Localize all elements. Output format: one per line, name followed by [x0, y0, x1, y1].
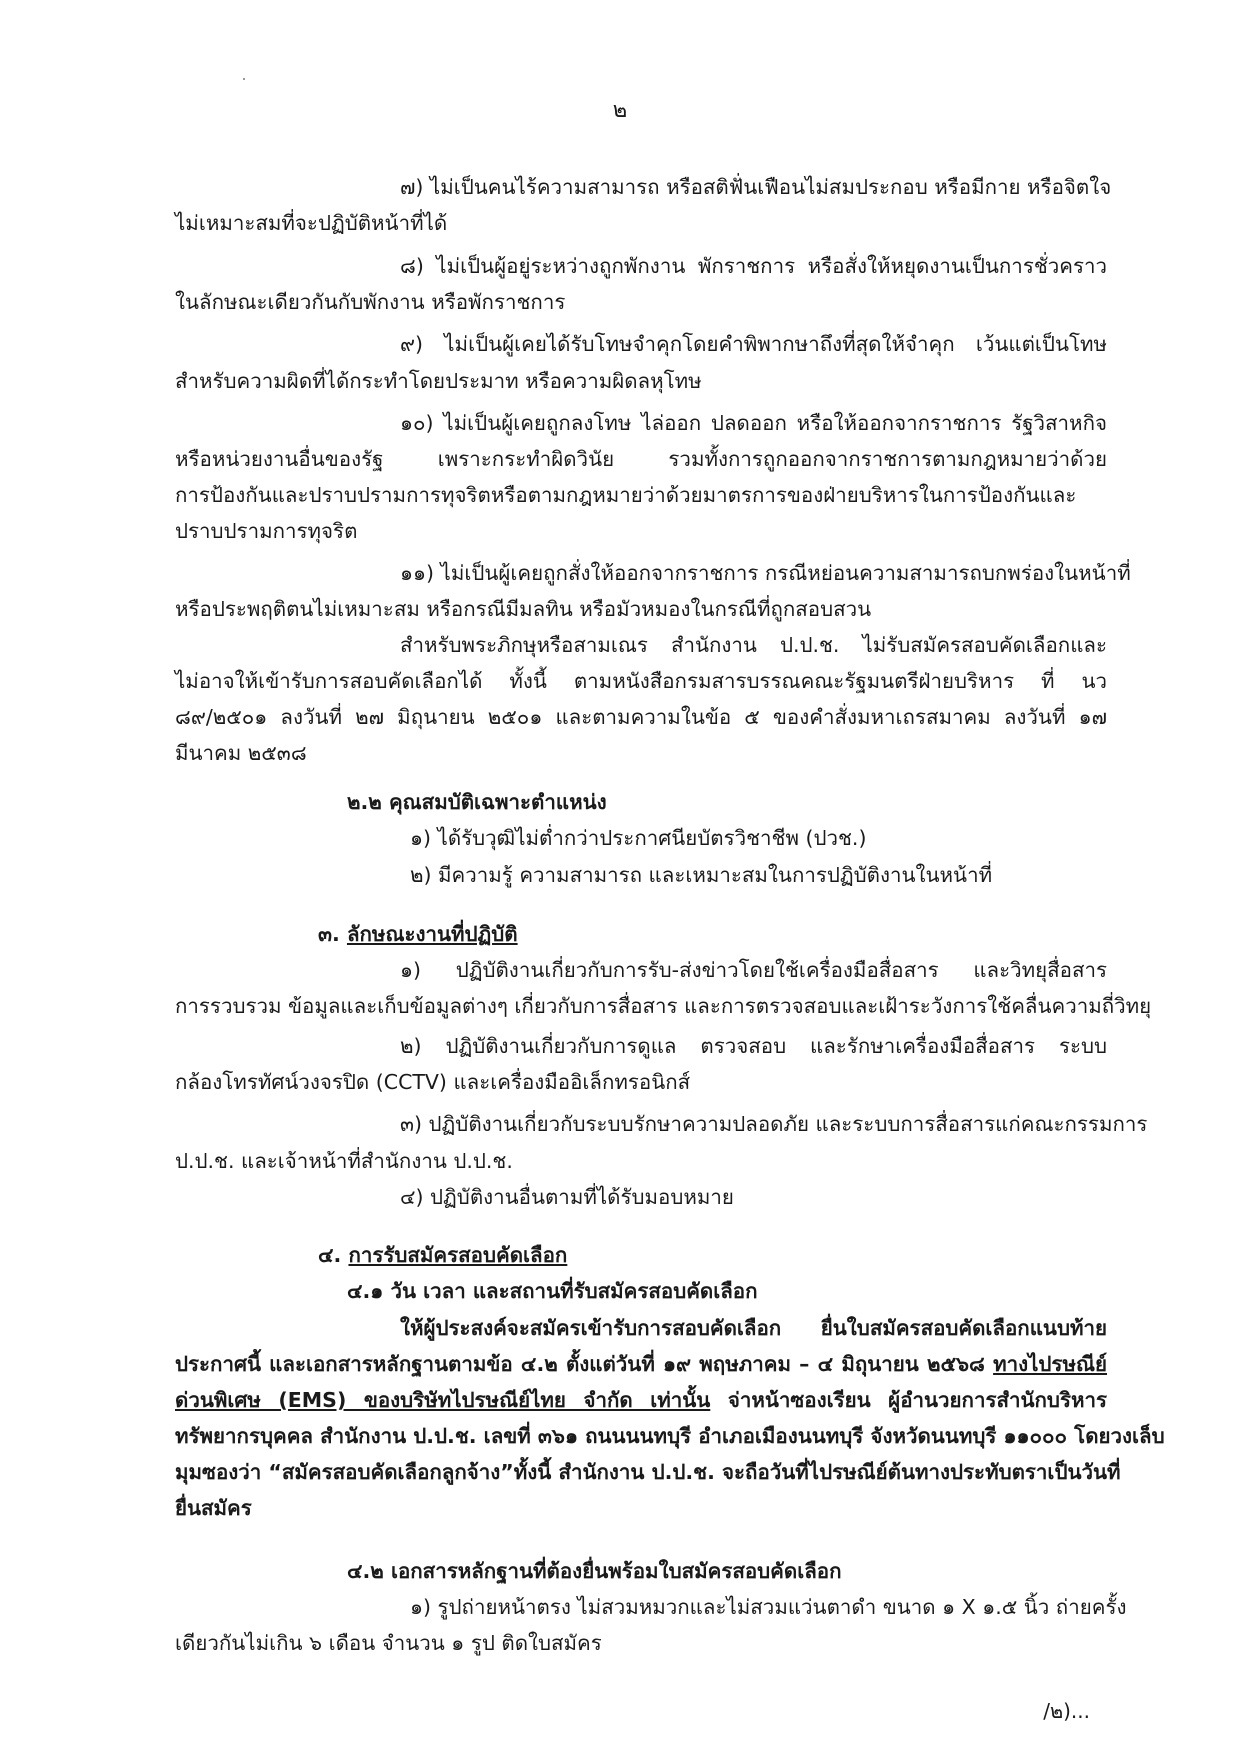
document-1-line1: ๑) รูปถ่ายหน้าตรง ไม่สวมหมวกและไม่สวมแว่นตาดำ ขนาด ๑ X ๑.๕ นิ้ว ถ่ายครั้ง [410, 1595, 1127, 1619]
specific-qualification-2: ๒) มีความรู้ ความสามารถ และเหมาะสมในการปฏิบัติงานในหน้าที่ [410, 863, 993, 887]
section-2-2-heading: ๒.๒ คุณสมบัติเฉพาะตำแหน่ง [347, 790, 607, 814]
application-line1: ให้ผู้ประสงค์จะสมัครเข้ารับการสอบคัดเลือก ยื่นใบสมัครสอบคัดเลือกแนบท้าย [400, 1316, 1107, 1340]
qualification-9-line1: ๙) ไม่เป็นผู้เคยได้รับโทษจำคุกโดยคำพิพากษาถึงที่สุดให้จำคุก เว้นแต่เป็นโทษ [400, 332, 1107, 356]
monk-clause-line1: สำหรับพระภิกษุหรือสามเณร สำนักงาน ป.ป.ช. ไม่รับสมัครสอบคัดเลือกและ [400, 633, 1107, 657]
monk-clause-line3: ๘๙/๒๕๐๑ ลงวันที่ ๒๗ มิถุนายน ๒๕๐๑ และตามความในข้อ ๕ ของคำสั่งมหาเถรสมาคม ลงวันที่ ๑๗ [175, 705, 1107, 729]
ems-method-part1: ทางไปรษณีย์ [993, 1352, 1107, 1376]
section-4-2-heading: ๔.๒ เอกสารหลักฐานที่ต้องยื่นพร้อมใบสมัครสอบคัดเลือก [347, 1559, 842, 1583]
section-3-title: ลักษณะงานที่ปฏิบัติ [346, 922, 518, 946]
qualification-8-line2: ในลักษณะเดียวกันกับพักงาน หรือพักราชการ [175, 290, 566, 314]
application-line2 [175, 1349, 1107, 1379]
monk-clause-line2: ไม่อาจให้เข้ารับการสอบคัดเลือกได้ ทั้งนี้ ตามหนังสือกรมสารบรรณคณะรัฐมนตรีฝ่ายบริหาร ที่ นว [175, 669, 1107, 693]
qualification-10-line2: หรือหน่วยงานอื่นของรัฐ เพราะกระทำผิดวินัย รวมทั้งการถูกออกจากราชการตามกฎหมายว่าด้วย [175, 447, 1107, 471]
continuation-marker: /๒)... [1043, 1699, 1090, 1723]
qualification-11-line1: ๑๑) ไม่เป็นผู้เคยถูกสั่งให้ออกจากราชการ กรณีหย่อนความสามารถบกพร่องในหน้าที่ [400, 561, 1131, 585]
qualification-7-line1: ๗) ไม่เป็นคนไร้ความสามารถ หรือสติฟั่นเฟือนไม่สมประกอบ หรือมีกาย หรือจิตใจ [400, 175, 1112, 199]
section-4-title: การรับสมัครสอบคัดเลือก [348, 1243, 568, 1267]
duty-4: ๔) ปฏิบัติงานอื่นตามที่ได้รับมอบหมาย [400, 1185, 734, 1209]
qualification-9-line2: สำหรับความผิดที่ได้กระทำโดยประมาท หรือความผิดลหุโทษ [175, 369, 702, 393]
section-3-heading [318, 919, 518, 949]
scan-speck [243, 78, 245, 80]
address-recipient: จ่าหน้าซองเรียน ผู้อำนวยการสำนักบริหาร [710, 1388, 1107, 1412]
duty-2-line2: กล้องโทรทัศน์วงจรปิด (CCTV) และเครื่องมืออิเล็กทรอนิกส์ [175, 1070, 691, 1094]
application-dates: ประกาศนี้ และเอกสารหลักฐานตามข้อ ๔.๒ ตั้งแต่วันที่ ๑๙ พฤษภาคม – ๔ มิถุนายน ๒๕๖๘ [175, 1352, 994, 1376]
document-1-line2: เดียวกันไม่เกิน ๖ เดือน จำนวน ๑ รูป ติดใบสมัคร [175, 1631, 602, 1655]
application-line4: ทรัพยากรบุคคล สำนักงาน ป.ป.ช. เลขที่ ๓๖๑ ถนนนนทบุรี อำเภอเมืองนนทบุรี จังหวัดนนทบุรี ๑๑๐๐๐ โดยวงเล็บ [175, 1424, 1165, 1448]
section-4-heading [318, 1240, 567, 1270]
duty-3-line1: ๓) ปฏิบัติงานเกี่ยวกับระบบรักษาความปลอดภัย และระบบการสื่อสารแก่คณะกรรมการ [400, 1112, 1148, 1136]
ems-method-part2: ด่วนพิเศษ (EMS) ของบริษัทไปรษณีย์ไทย จำกัด เท่านั้น [175, 1388, 711, 1412]
application-line6: ยื่นสมัคร [175, 1496, 252, 1520]
qualification-10-line4: ปราบปรามการทุจริต [175, 519, 358, 543]
qualification-10-line3: การป้องกันและปราบปรามการทุจริตหรือตามกฎหมายว่าด้วยมาตรการของฝ่ายบริหารในการป้องกันและ [175, 483, 1077, 507]
duty-1-line1: ๑) ปฏิบัติงานเกี่ยวกับการรับ-ส่งข่าวโดยใช้เครื่องมือสื่อสาร และวิทยุสื่อสาร [400, 958, 1107, 982]
section-3-number: ๓. [318, 922, 340, 946]
qualification-10-line1: ๑๐) ไม่เป็นผู้เคยถูกลงโทษ ไล่ออก ปลดออก หรือให้ออกจากราชการ รัฐวิสาหกิจ [400, 411, 1107, 435]
page-number: ๒ [612, 98, 628, 123]
qualification-11-line2: หรือประพฤติตนไม่เหมาะสม หรือกรณีมีมลทิน หรือมัวหมองในกรณีที่ถูกสอบสวน [175, 597, 872, 621]
duty-3-line2: ป.ป.ช. และเจ้าหน้าที่สำนักงาน ป.ป.ช. [175, 1149, 513, 1173]
application-line3 [175, 1385, 1107, 1415]
application-line5: มุมซองว่า “สมัครสอบคัดเลือกลูกจ้าง”ทั้งนี้ สำนักงาน ป.ป.ช. จะถือวันที่ไปรษณีย์ต้นทางประทับตราเป็นวันที่ [175, 1460, 1121, 1484]
qualification-8-line1: ๘) ไม่เป็นผู้อยู่ระหว่างถูกพักงาน พักราชการ หรือสั่งให้หยุดงานเป็นการชั่วคราว [400, 254, 1107, 278]
section-4-number: ๔. [318, 1243, 342, 1267]
duty-2-line1: ๒) ปฏิบัติงานเกี่ยวกับการดูแล ตรวจสอบ และรักษาเครื่องมือสื่อสาร ระบบ [400, 1034, 1107, 1058]
monk-clause-line4: มีนาคม ๒๕๓๘ [175, 741, 307, 765]
duty-1-line2: การรวบรวม ข้อมูลและเก็บข้อมูลต่างๆ เกี่ยวกับการสื่อสาร และการตรวจสอบและเฝ้าระวังการใช้คลื่นความถี่วิทยุ [175, 994, 1152, 1018]
section-4-1-heading: ๔.๑ วัน เวลา และสถานที่รับสมัครสอบคัดเลือก [347, 1279, 758, 1303]
qualification-7-line2: ไม่เหมาะสมที่จะปฏิบัติหน้าที่ได้ [175, 211, 448, 235]
specific-qualification-1: ๑) ได้รับวุฒิไม่ต่ำกว่าประกาศนียบัตรวิชาชีพ (ปวช.) [410, 826, 867, 850]
